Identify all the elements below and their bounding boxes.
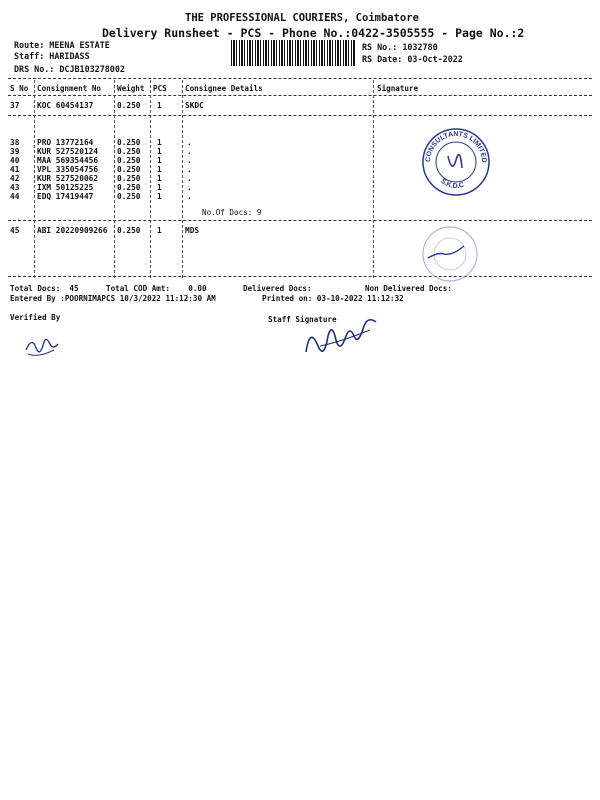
col-consignee: Consignee Details [185,84,263,93]
divider [34,80,35,278]
docs-count: No.Of Docs: 9 [202,208,262,217]
divider [150,80,151,278]
row-consignee: . [187,165,192,174]
verifier-signature [22,330,62,360]
row-pcs: 1 [157,101,162,110]
row-weight: 0.250 [117,101,141,110]
col-pcs: PCS [153,84,167,93]
total-cod: Total COD Amt: 0.00 [106,284,207,293]
staff-signature-label: Staff Signature [268,315,337,324]
row-consignment: EDQ 17419447 [37,192,94,201]
row-pcs: 1 [157,192,162,201]
row-pcs: 1 [157,174,162,183]
stamp-text-bottom: S.K.D.C [439,177,465,191]
row-sno: 43 [10,183,20,192]
company-stamp-2 [408,224,488,284]
row-weight: 0.250 [117,138,141,147]
rule-row [8,115,592,116]
row-weight: 0.250 [117,165,141,174]
row-consignment: PRO 13772164 [37,138,94,147]
row-pcs: 1 [157,226,162,235]
barcode [231,40,356,66]
row-consignment: KUR 527520062 [37,174,99,183]
row-sno: 45 [10,226,20,235]
row-weight: 0.250 [117,147,141,156]
row-consignee: . [187,183,192,192]
row-consignee: . [187,147,192,156]
printed-on: Printed on: 03-10-2022 11:12:32 [262,294,404,303]
stamp-text-top: CONSULTANTS LIMITED [424,130,488,163]
verified-by-label: Verified By [10,313,61,322]
row-sno: 39 [10,147,20,156]
rule-header [8,95,592,96]
row-sno: 40 [10,156,20,165]
row-sno: 37 [10,101,20,110]
staff-signature [300,318,390,358]
row-consignee: . [187,192,192,201]
row-pcs: 1 [157,165,162,174]
row-consignee: MDS [185,226,200,235]
rs-number: RS No.: 1032780 [362,42,438,52]
row-consignee: SKDC [185,101,204,110]
row-sno: 38 [10,138,20,147]
col-signature: Signature [377,84,419,93]
row-pcs: 1 [157,147,162,156]
divider [373,80,374,278]
rule-bottom [8,276,592,277]
drs-number: DRS No.: DCJB103278002 [14,64,125,74]
company-title: THE PROFESSIONAL COURIERS, Coimbatore [185,12,419,24]
row-weight: 0.250 [117,156,141,165]
row-weight: 0.250 [117,183,141,192]
stamp-initial-mark [448,155,462,168]
row-weight: 0.250 [117,174,141,183]
staff-label: Staff: HARIDASS [14,51,90,61]
row-sno: 44 [10,192,20,201]
row-consignee: . [187,138,192,147]
route-label: Route: MEENA ESTATE [14,40,110,50]
rule-top [8,78,592,79]
row-pcs: 1 [157,138,162,147]
rs-date: RS Date: 03-Oct-2022 [362,54,463,64]
delivered-docs: Delivered Docs: [243,284,312,293]
row-consignment: VPL 335054756 [37,165,99,174]
total-docs: Total Docs: 45 [10,284,79,293]
rule-row [8,220,592,221]
row-consignment: KOC 60454137 [37,101,94,110]
row-weight: 0.250 [117,226,141,235]
row-consignment: IXM 50125225 [37,183,94,192]
col-consignment: Consignment No [37,84,102,93]
row-sno: 42 [10,174,20,183]
row-consignment: KUR 527520124 [37,147,99,156]
row-sno: 41 [10,165,20,174]
svg-text:S.K.D.C [439,178,465,190]
row-weight: 0.250 [117,192,141,201]
row-consignee: . [187,174,192,183]
divider [114,80,115,278]
row-consignment: ABI 20220909266 [37,226,108,235]
col-weight: Weight [117,84,145,93]
col-sno: S No [10,84,29,93]
non-delivered-docs: Non Delivered Docs: [365,284,452,293]
divider [182,80,183,278]
stamp-signature-mark [428,246,464,258]
row-pcs: 1 [157,156,162,165]
row-pcs: 1 [157,183,162,192]
entered-by: Entered By :POORNIMAPCS 10/3/2022 11:12:30 AM [10,294,216,303]
runsheet-title: Delivery Runsheet - PCS - Phone No.:0422-3505555 - Page No.:2 [102,26,525,40]
row-consignee: . [187,156,192,165]
row-consignment: MAA 569354456 [37,156,99,165]
company-stamp [420,126,492,198]
